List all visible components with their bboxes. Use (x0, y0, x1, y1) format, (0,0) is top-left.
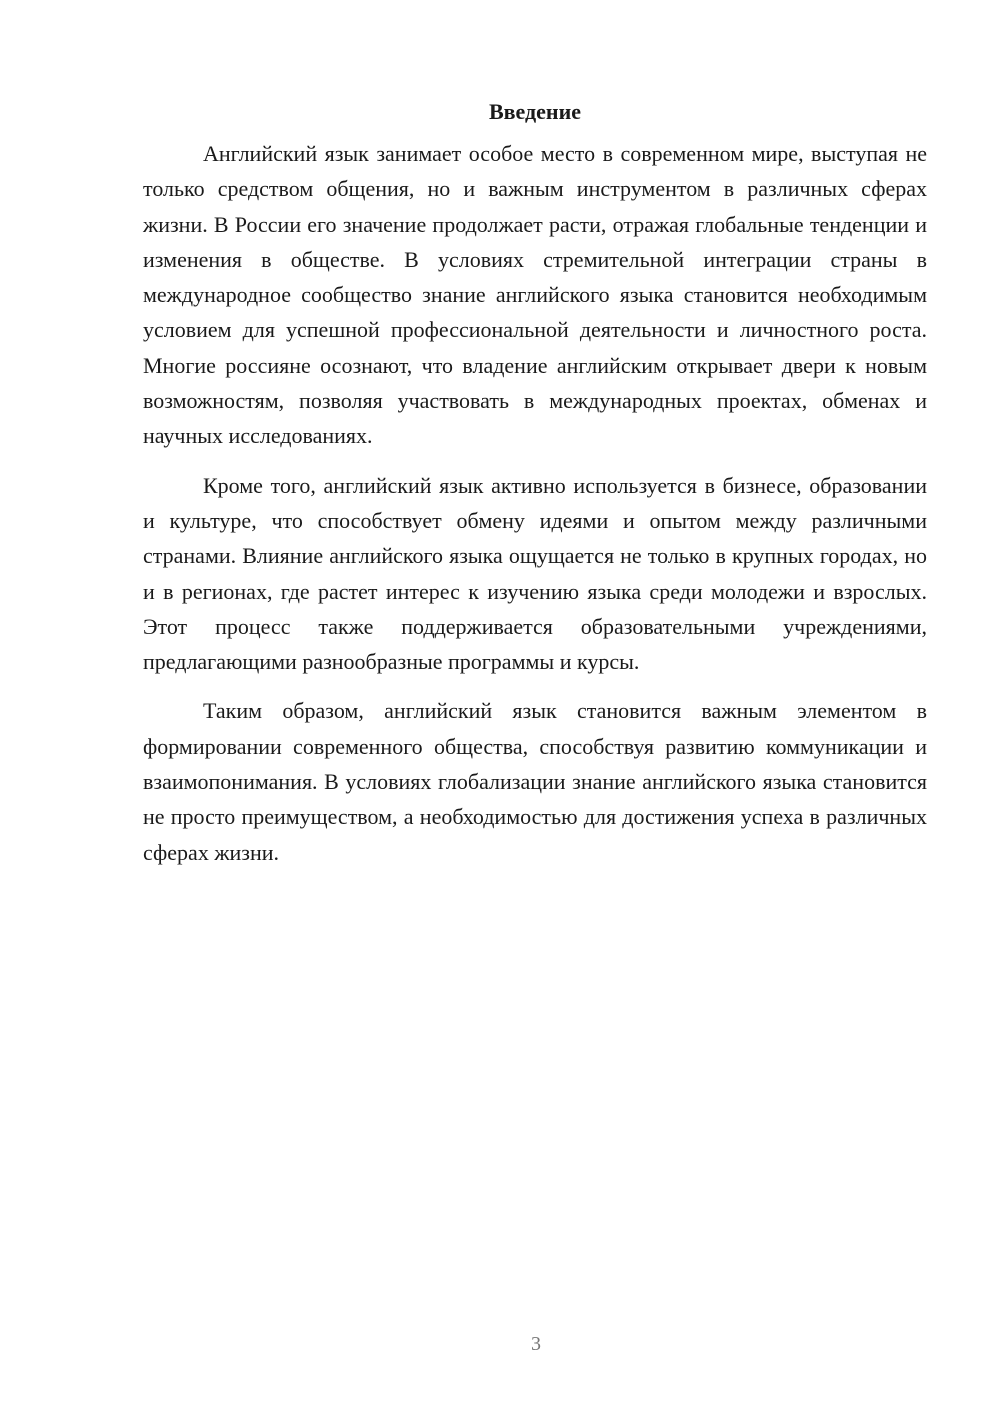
paragraph-1: Английский язык занимает особое место в современном мире, выступая не только средством общения, но и важным инструментом в различных сферах жизни. В России его значение продолжает расти, отражая глобальные тенденции и изменения в обществе. В условиях стремительной интеграции страны в международное сообщество знание английского языка становится необходимым условием для успешной профессиональной деятельности и личностного роста. Многие россияне осознают, что владение английским открывает двери к новым возможностям, позволяя участвовать в международных проектах, обменах и научных исследованиях. (143, 141, 927, 449)
page-number: 3 (531, 1333, 541, 1355)
paragraph-3: Таким образом, английский язык становится важным элементом в формировании современного общества, способствуя развитию коммуникации и взаимопонимания. В условиях глобализации знание английского языка становится не просто преимуществом, а необходимостью для достижения успеха в различных сферах жизни. (143, 698, 927, 865)
page-content (143, 98, 927, 884)
page-title: Введение (488, 99, 582, 124)
paragraph-2: Кроме того, английский язык активно используется в бизнесе, образовании и культуре, что способствует обмену идеями и опытом между различными странами. Влияние английского языка ощущается не только в крупных городах, но и в регионах, где растет интерес к изучению языка среди молодежи и взрослых. Этот процесс также поддерживается образовательными учреждениями, предлагающими разнообразные программы и курсы. (143, 472, 927, 675)
